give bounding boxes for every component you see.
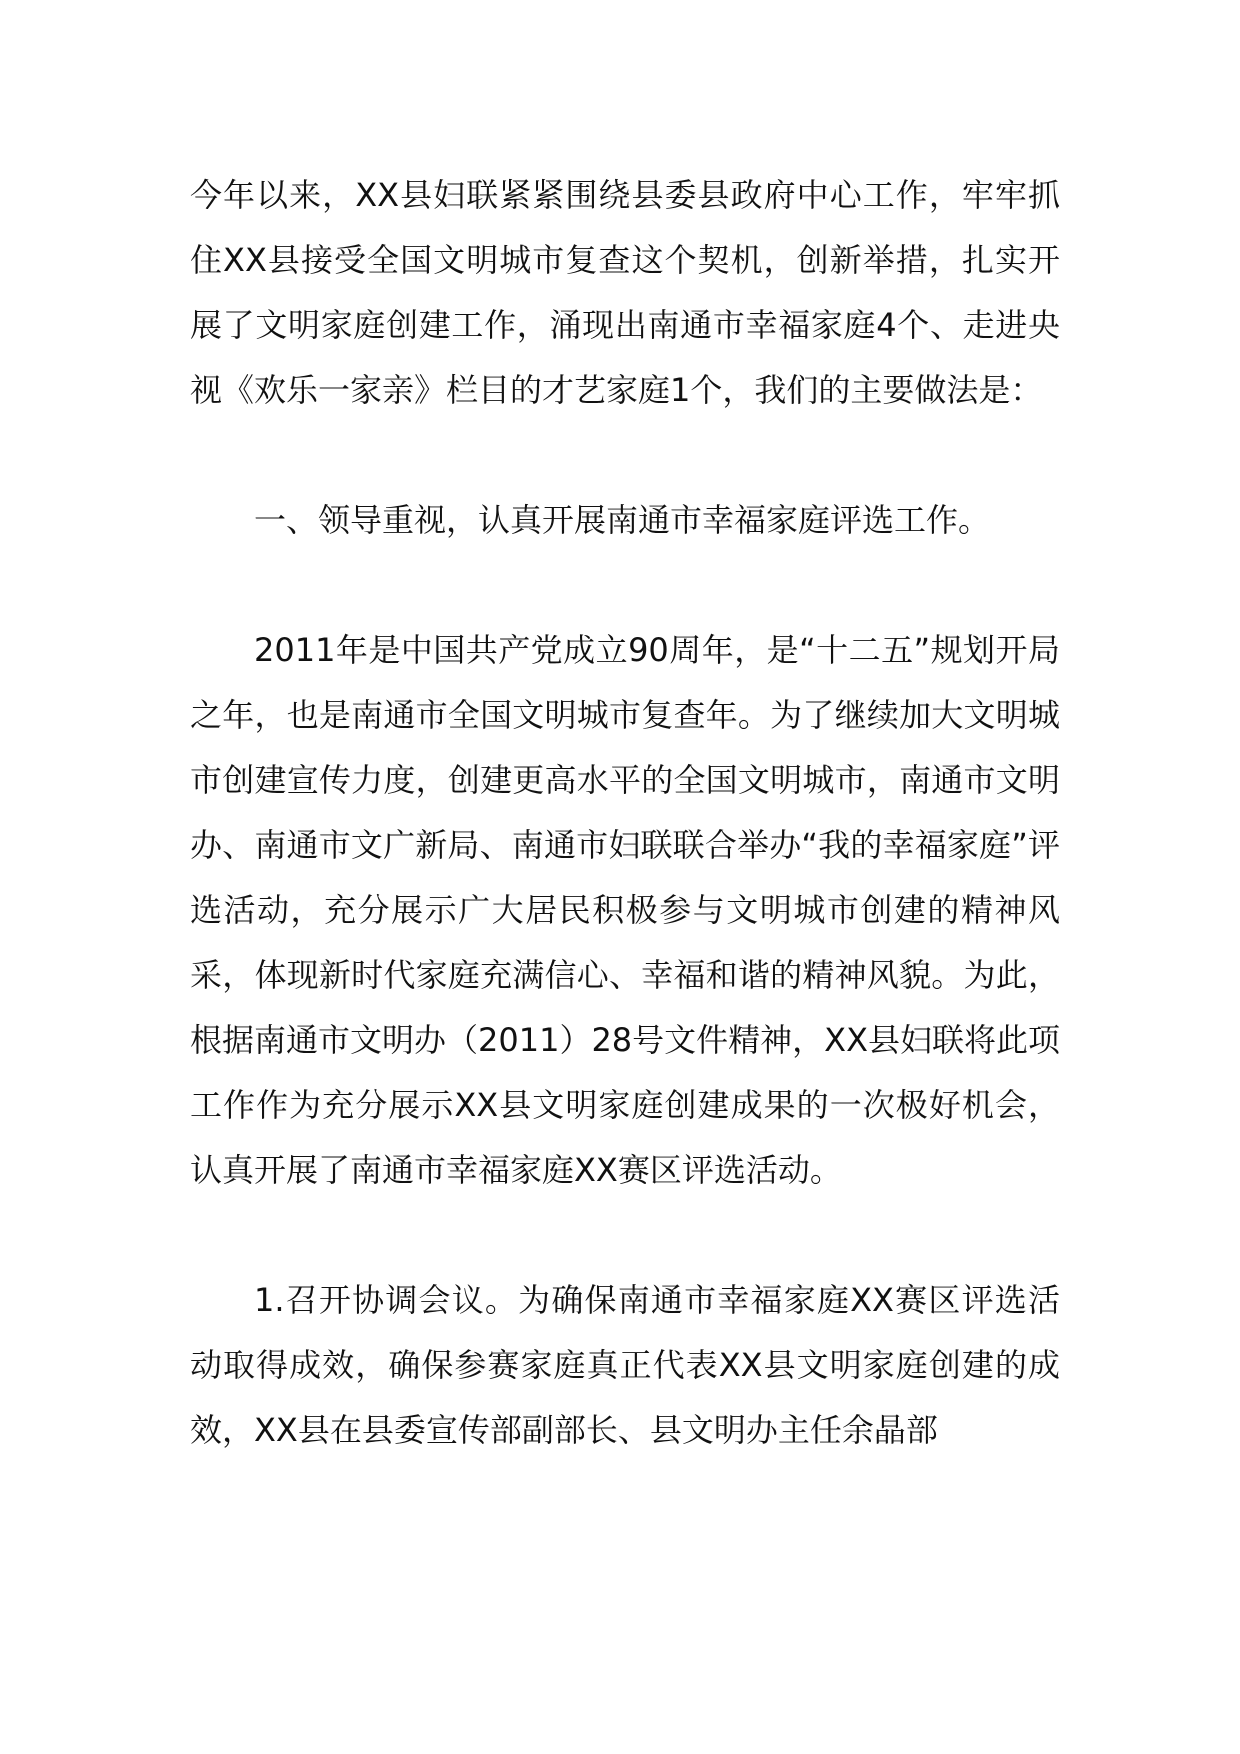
section-heading-1: 一、领导重视，认真开展南通市幸福家庭评选工作。: [254, 501, 991, 539]
paragraph-background: 2011年是中国共产党成立90周年，是“十二五”规划开局之年，也是南通市全国文明城市复查年。为了继续加大文明城市创建宣传力度，创建更高水平的全国文明城市，南通市文明办、南通市文广新局、南通市妇联联合举办“我的幸福家庭”评选活动，充分展示广大居民积极参与文明城市创建的精神风采，体现新时代家庭充满信心、幸福和谐的精神风貌。为此，根据南通市文明办（2011）28号文件精神，XX县妇联将此项工作作为充分展示XX县文明家庭创建成果的一次极好机会，认真开展了南通市幸福家庭XX赛区评选活动。: [190, 631, 1061, 1189]
paragraph-intro: 今年以来，XX县妇联紧紧围绕县委县政府中心工作，牢牢抓住XX县接受全国文明城市复查这个契机，创新举措，扎实开展了文明家庭创建工作，涌现出南通市幸福家庭4个、走进央视《欢乐一家亲》栏目的才艺家庭1个，我们的主要做法是：: [190, 176, 1060, 409]
document-body: [190, 163, 1060, 1528]
paragraph-item-1: 1.召开协调会议。为确保南通市幸福家庭XX赛区评选活动取得成效，确保参赛家庭真正代表XX县文明家庭创建的成效，XX县在县委宣传部副部长、县文明办主任余晶部: [190, 1281, 1060, 1449]
